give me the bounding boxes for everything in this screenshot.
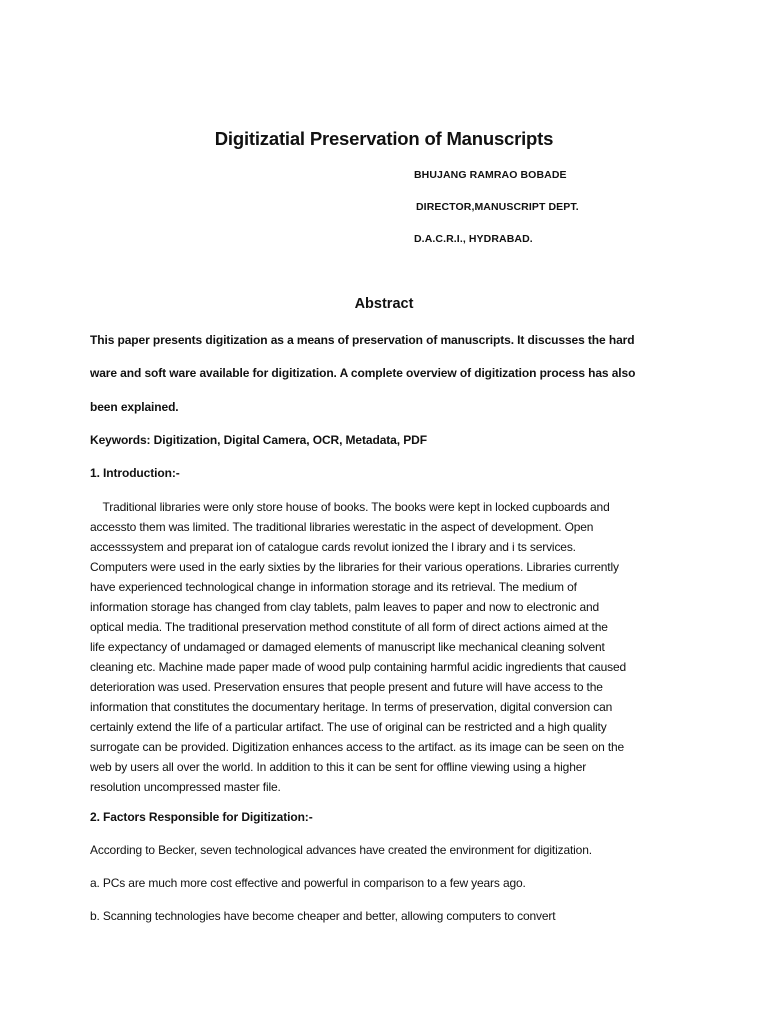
paragraph-line: surrogate can be provided. Digitization enhances access to the artifact. as its image can be seen on the <box>90 740 625 754</box>
document-title: Digitizatial Preservation of Manuscripts <box>214 128 554 149</box>
paragraph-line: have experienced technological change in information storage and its retrieval. The medium of <box>90 580 577 594</box>
abstract-line: This paper presents digitization as a means of preservation of manuscripts. It discusses the hard <box>90 333 635 347</box>
paragraph-line: Computers were used in the early sixties by the libraries for their various operations. Libraries currently <box>90 560 619 574</box>
abstract-line: been explained. <box>90 400 179 414</box>
author-institution: D.A.C.R.I., HYDRABAD. <box>414 233 533 245</box>
paragraph-line: information that constitutes the documentary heritage. In terms of preservation, digital conversion can <box>90 700 613 714</box>
introduction-paragraph <box>90 497 680 797</box>
section-1-heading: 1. Introduction:- <box>90 466 180 480</box>
section-2-heading: 2. Factors Responsible for Digitization:- <box>90 810 313 824</box>
paragraph-line: cleaning etc. Machine made paper made of wood pulp containing harmful acidic ingredients that caused <box>90 660 627 674</box>
paragraph-line: information storage has changed from clay tablets, palm leaves to paper and now to electronic and <box>90 600 600 614</box>
abstract-line: ware and soft ware available for digitization. A complete overview of digitization process has also <box>90 366 636 380</box>
paragraph-line: accessto them was limited. The traditional libraries werestatic in the aspect of development. Open <box>90 520 594 534</box>
paragraph-line: resolution uncompressed master file. <box>90 780 281 794</box>
paragraph-line: life expectancy of undamaged or damaged elements of manuscript like mechanical cleaning solvent <box>90 640 605 654</box>
paragraph-line: Traditional libraries were only store house of books. The books were kept in locked cupboards and <box>90 500 610 514</box>
list-item-b: b. Scanning technologies have become cheaper and better, allowing computers to convert <box>90 909 556 923</box>
keywords-line: Keywords: Digitization, Digital Camera, OCR, Metadata, PDF <box>90 433 427 447</box>
section-2-intro: According to Becker, seven technological advances have created the environment for digitization. <box>90 843 592 857</box>
author-name: BHUJANG RAMRAO BOBADE <box>414 169 567 181</box>
abstract-heading: Abstract <box>354 296 414 312</box>
paragraph-line: web by users all over the world. In addition to this it can be sent for offline viewing using a higher <box>90 760 587 774</box>
author-position: DIRECTOR,MANUSCRIPT DEPT. <box>416 201 579 213</box>
paragraph-line: deterioration was used. Preservation ensures that people present and future will have access to the <box>90 680 603 694</box>
paragraph-line: certainly extend the life of a particular artifact. The use of original can be restricted and a high quality <box>90 720 607 734</box>
paragraph-line: optical media. The traditional preservation method constitute of all form of direct actions aimed at the <box>90 620 608 634</box>
paragraph-line: accesssystem and preparat ion of catalogue cards revolut ionized the l ibrary and i ts services. <box>90 540 576 554</box>
list-item-a: a. PCs are much more cost effective and powerful in comparison to a few years ago. <box>90 876 526 890</box>
